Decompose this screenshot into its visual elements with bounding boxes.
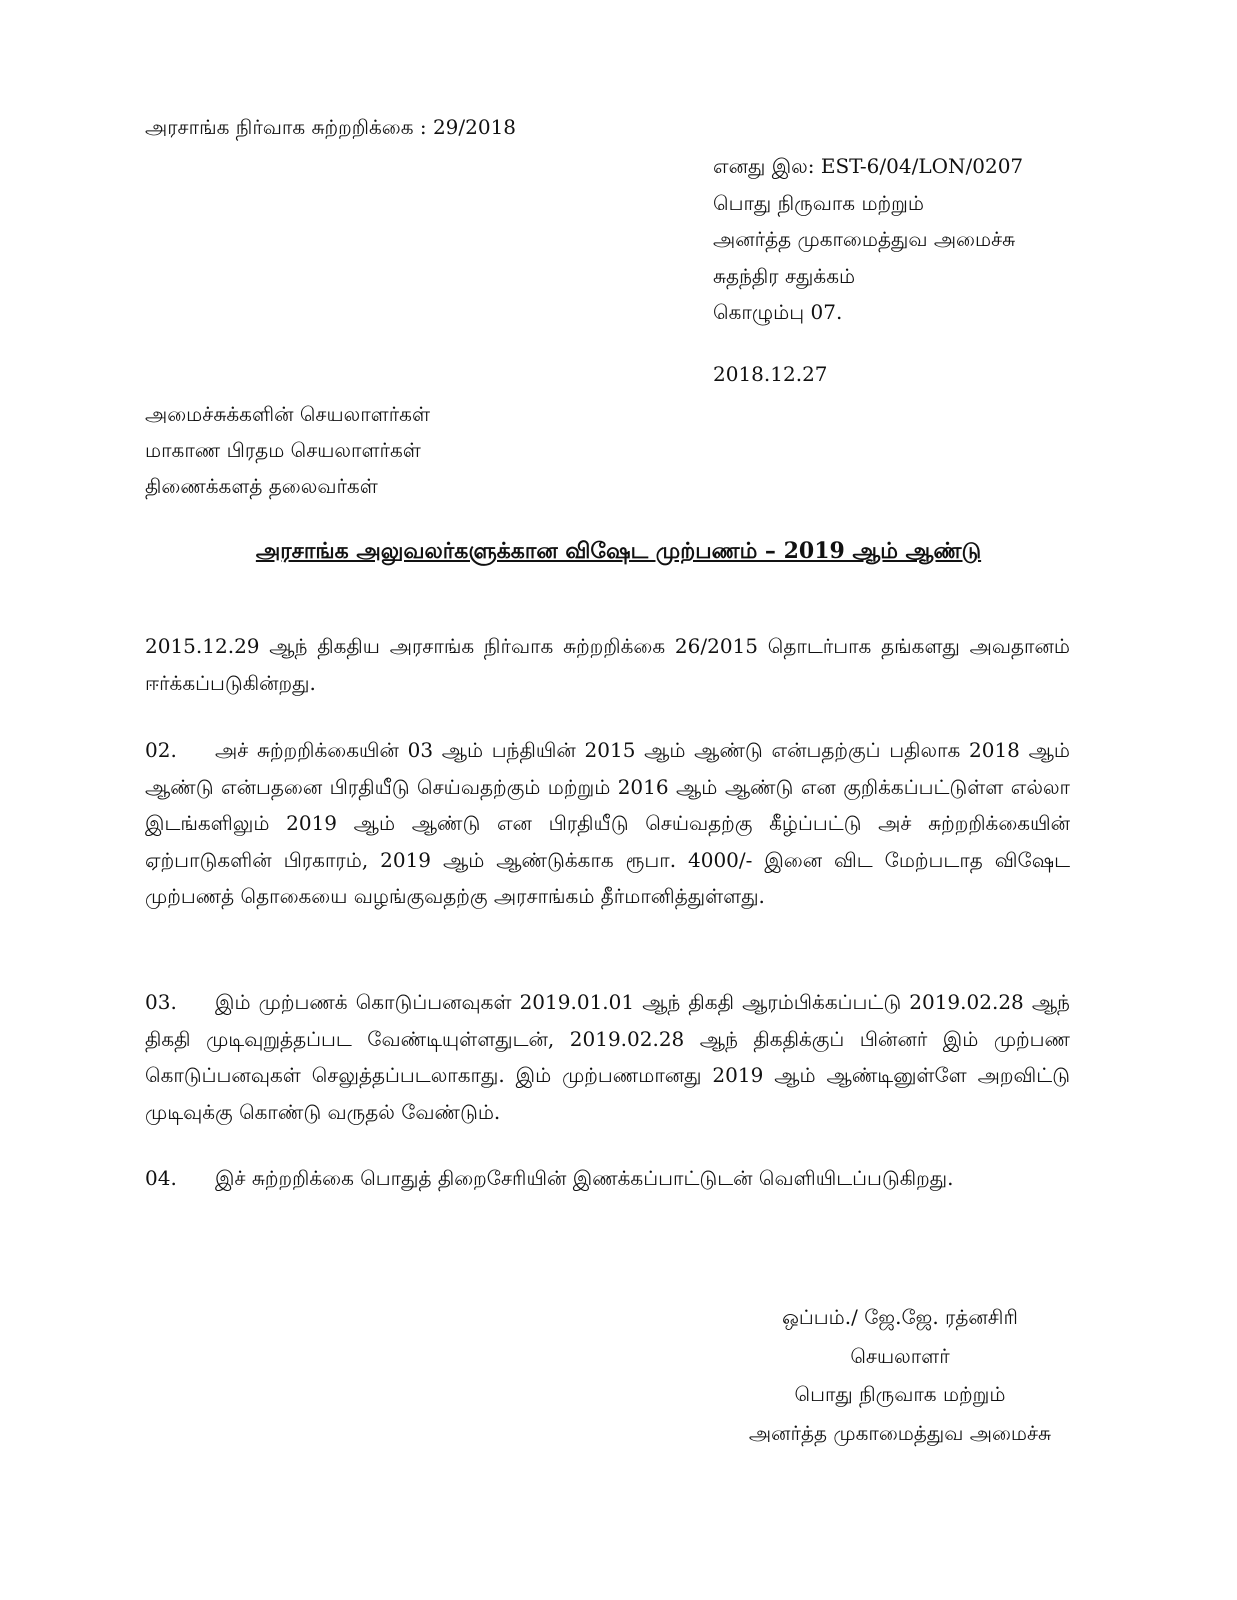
paragraph-number: 04. <box>145 1166 177 1190</box>
address-line: பொது நிருவாக மற்றும் <box>713 190 924 215</box>
recipients-block <box>145 396 430 504</box>
signatory-title: செயலாளர் <box>850 1343 950 1368</box>
paragraph-03 <box>145 984 1070 1130</box>
signatory-name: ஒப்பம்./ ஜே.ஜே. ரத்னசிரி <box>782 1305 1018 1329</box>
address-line: கொழும்பு 07. <box>713 300 843 324</box>
sender-address <box>713 148 1023 331</box>
recipient-line: மாகாண பிரதம செயலாளர்கள் <box>145 438 421 462</box>
paragraph-text: இம் முற்பணக் கொடுப்பனவுகள் 2019.01.01 ஆந் திகதி ஆரம்பிக்கப்பட்டு 2019.02.28 ஆந் திகதி முடிவுறுத்தப்பட வேண்டியுள்ளதுடன், 2019.02.28 ஆந் திகதிக்குப் பின்னர் இம் முற்பண கொடுப்பனவுகள் செலுத்தப்படலாகாது. இம் முற்பணமானது 2019 ஆம் ஆண்டினுள்ளே அறவிட்டு முடிவுக்கு கொண்டு வருதல் வேண்டும். <box>145 990 1070 1124</box>
paragraph-text: அச் சுற்றறிக்கையின் 03 ஆம் பந்தியின் 2015 ஆம் ஆண்டு என்பதற்குப் பதிலாக 2018 ஆம் ஆண்டு என்பதனை பிரதியீடு செய்வதற்கும் மற்றும் 2016 ஆம் ஆண்டு என குறிக்கப்பட்டுள்ள எல்லா இடங்களிலும் 2019 ஆம் ஆண்டு என பிரதியீடு செய்வதற்கு கீழ்ப்பட்டு அச் சுற்றறிக்கையின் ஏற்பாடுகளின் பிரகாரம், 2019 ஆம் ஆண்டுக்காக ரூபா. 4000/- இனை விட மேற்படாத விஷேட முற்பணத் தொகையை வழங்குவதற்கு அரசாங்கம் தீர்மானித்துள்ளது. <box>145 738 1070 908</box>
signature-block <box>700 1298 1100 1452</box>
paragraph-number: 03. <box>145 990 177 1014</box>
document-date: 2018.12.27 <box>713 362 828 386</box>
subject-heading: அரசாங்க அலுவலர்களுக்கான விஷேட முற்பணம் – 2019 ஆம் ஆண்டு <box>255 538 982 564</box>
recipient-line: திணைக்களத் தலைவர்கள் <box>145 474 378 498</box>
ministry-line: பொது நிருவாக மற்றும் <box>794 1382 1006 1406</box>
address-line: சுதந்திர சதுக்கம் <box>713 263 856 288</box>
recipient-line: அமைச்சுக்களின் செயலாளர்கள் <box>145 402 430 426</box>
paragraph-02 <box>145 732 1070 915</box>
paragraph-04 <box>145 1160 1070 1197</box>
intro-paragraph: 2015.12.29 ஆந் திகதிய அரசாங்க நிர்வாக சுற்றறிக்கை 26/2015 தொடர்பாக தங்களது அவதானம் ஈர்க்கப்படுகின்றது. <box>145 634 1070 695</box>
paragraph-number: 02. <box>145 738 177 762</box>
paragraph-text: இச் சுற்றறிக்கை பொதுத் திறைசேரியின் இணக்கப்பாட்டுடன் வெளியிடப்படுகிறது. <box>215 1166 954 1190</box>
ministry-line: அனர்த்த முகாமைத்துவ அமைச்சு <box>748 1420 1052 1445</box>
address-line: அனர்த்த முகாமைத்துவ அமைச்சு <box>713 227 1016 251</box>
reference-number: எனது இல: EST-6/04/LON/0207 <box>713 154 1024 178</box>
circular-number: அரசாங்க நிர்வாக சுற்றறிக்கை : 29/2018 <box>145 115 517 139</box>
